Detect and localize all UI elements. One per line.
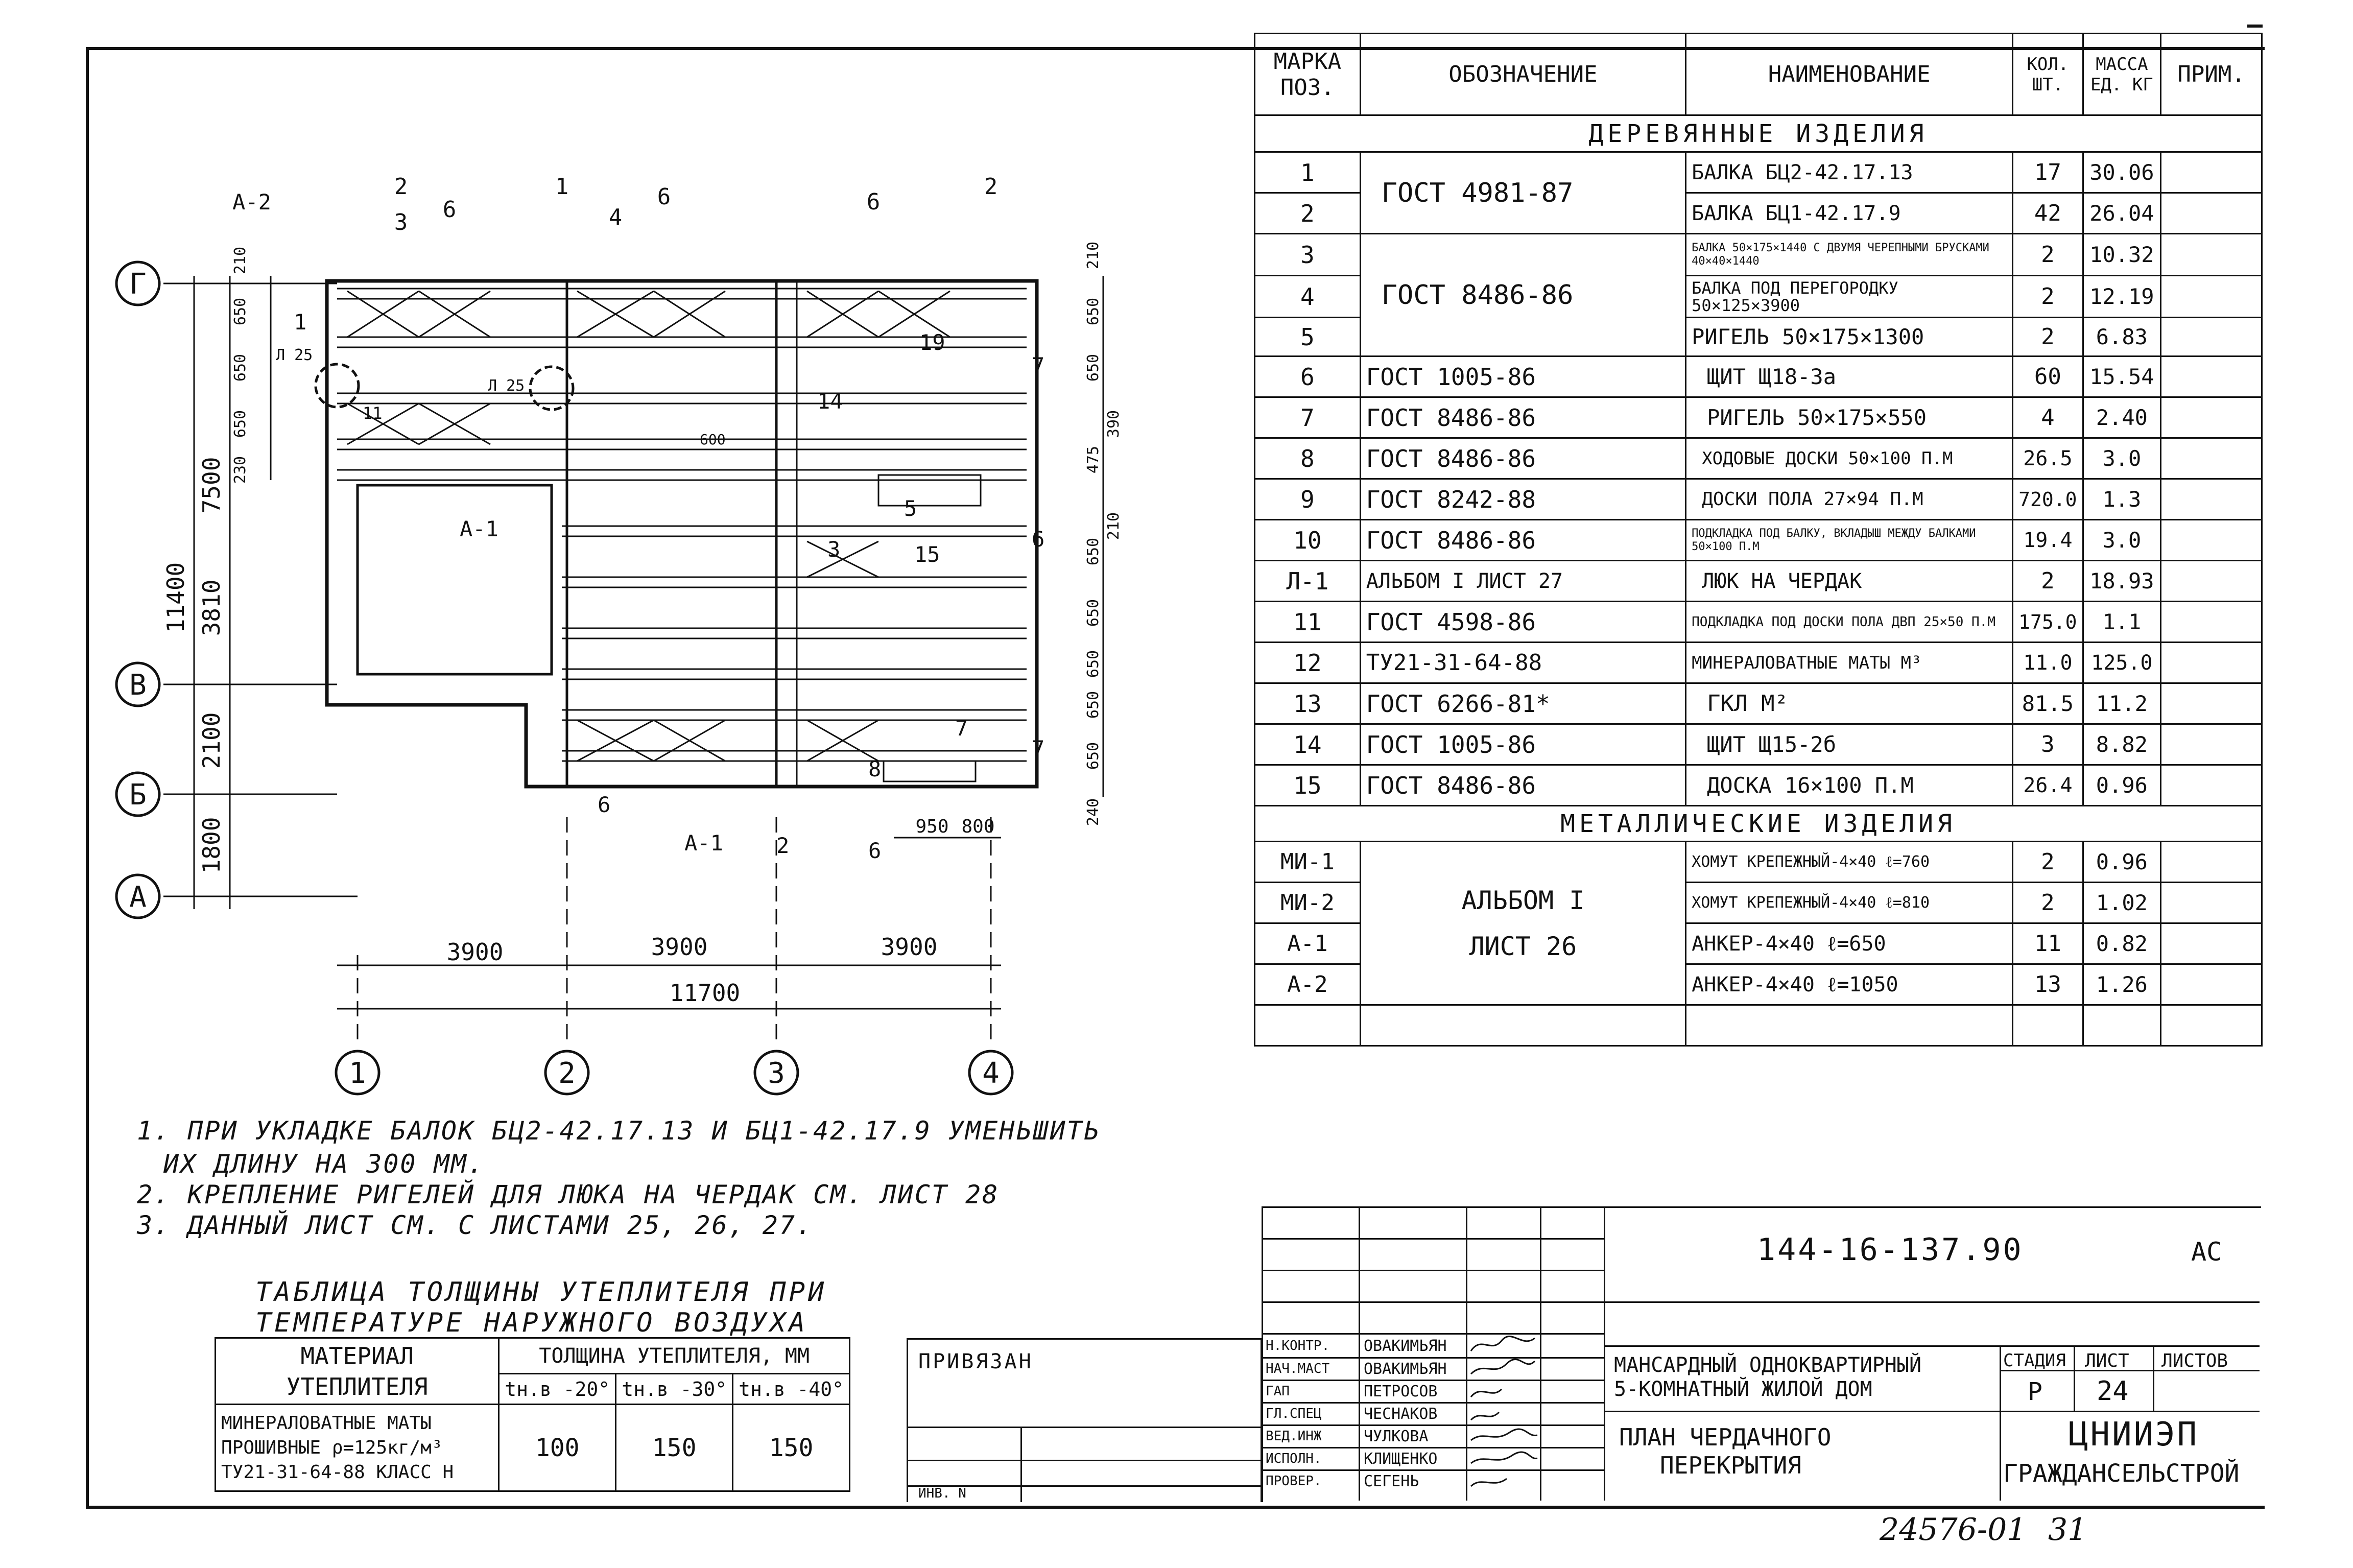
callout-top-8: 2: [984, 174, 998, 200]
binding-box: [907, 1338, 1262, 1502]
label-pos-7b: 7: [1032, 736, 1045, 761]
axis-label-1: 1: [349, 1057, 366, 1090]
staff-row: [1262, 1469, 1604, 1492]
label-pos-6a: 6: [1032, 527, 1045, 552]
spec-row-name: ПОДКЛАДКА ПОД БАЛКУ, ВКЛАДЫШ МЕЖДУ БАЛКАМИ 50×100 П.М: [1686, 520, 2013, 561]
staff-name: ЧУЛКОВА: [1364, 1428, 1429, 1445]
spec-row-pos: 7: [1255, 397, 1361, 438]
spec-row-note: [2161, 643, 2262, 683]
label-pos-1: 1: [294, 310, 307, 335]
label-pos-2: 2: [776, 833, 790, 858]
spec-empty-cell: [2161, 1005, 2262, 1046]
spec-row-mass: 0.96: [2083, 842, 2161, 883]
staff-role: ГАП: [1266, 1384, 1290, 1399]
spec-row-pos: 15: [1255, 765, 1361, 806]
insulation-material-line-1: МИНЕРАЛОВАТНЫЕ МАТЫ: [221, 1412, 432, 1434]
staff-name: СЕГЕНЬ: [1364, 1472, 1419, 1490]
spec-row-note: [2161, 842, 2262, 883]
staff-role: ВЕД.ИНЖ: [1266, 1429, 1322, 1444]
spec-metal-designation: [1360, 842, 1685, 1005]
document-mark: АС: [2191, 1237, 2222, 1267]
spec-row-name: ХОМУТ КРЕПЕЖНЫЙ-4×40 ℓ=760: [1686, 842, 2013, 883]
tb-stage-col-2: [2153, 1345, 2154, 1411]
spec-row-qty: 11.0: [2013, 643, 2083, 683]
spec-row-pos: 1: [1255, 152, 1361, 193]
spec-row-designation: ГОСТ 8486-86: [1360, 765, 1685, 806]
insulation-thickness-header: ТОЛЩИНА УТЕПЛИТЕЛЯ, ММ: [499, 1338, 850, 1374]
staff-role: ПРОВЕР.: [1266, 1474, 1322, 1489]
spec-row-qty: 81.5: [2013, 683, 2083, 724]
callout-top-6: 6: [657, 184, 671, 210]
spec-header-qty: КОЛ. ШТ.: [2013, 34, 2083, 115]
spec-row-name: ПОДКЛАДКА ПОД ДОСКИ ПОЛА ДВП 25×50 П.М: [1686, 602, 2013, 643]
spec-row-qty: 11: [2013, 923, 2083, 964]
callout-top-4: 1: [555, 174, 569, 200]
binding-label: ПРИВЯЗАН: [918, 1350, 1033, 1373]
sheet-title-1: ПЛАН ЧЕРДАЧНОГО: [1619, 1423, 1832, 1451]
spec-row-designation: АЛЬБОМ I ЛИСТ 27: [1360, 561, 1685, 602]
insulation-material-header: [216, 1338, 499, 1405]
spec-row-note: [2161, 152, 2262, 193]
spec-row-pos: 2: [1255, 193, 1361, 234]
staff-name: ОВАКИМЬЯН: [1364, 1337, 1447, 1355]
dim-left-7500: 7500: [198, 457, 225, 514]
callout-top-2: 3: [394, 209, 408, 235]
dim-small-1: 210: [231, 246, 249, 275]
spec-row-mass: 2.40: [2083, 397, 2161, 438]
dim-right-6: 210: [1105, 512, 1123, 540]
staff-role: Н.КОНТР.: [1266, 1338, 1330, 1353]
spec-row-qty: 2: [2013, 883, 2083, 923]
spec-row-name: МИНЕРАЛОВАТНЫЕ МАТЫ М³: [1686, 643, 2013, 683]
spec-row-name: ЛЮК НА ЧЕРДАК: [1686, 561, 2013, 602]
spec-row-designation: ГОСТ 8242-88: [1360, 479, 1685, 520]
note-3: 3. ДАННЫЙ ЛИСТ СМ. С ЛИСТАМИ 25, 26, 27.: [137, 1210, 814, 1240]
label-a1-left: А-1: [460, 516, 498, 541]
specification-table: [1254, 33, 2263, 1047]
tb-col-4: [1604, 1206, 1605, 1501]
insulation-material-line-3: ТУ21-31-64-88 КЛАСС Н: [221, 1461, 454, 1483]
archive-number: 24576-01: [1880, 1512, 2027, 1548]
spec-row-name: БАЛКА 50×175×1440 С ДВУМЯ ЧЕРЕПНЫМИ БРУСКАМИ 40×40×1440: [1686, 234, 2013, 276]
note-1b: ИХ ДЛИНУ НА 300 ММ.: [163, 1149, 485, 1179]
tb-row-6: [1604, 1411, 2260, 1412]
spec-row-note: [2161, 683, 2262, 724]
spec-row-name: АНКЕР-4×40 ℓ=1050: [1686, 964, 2013, 1005]
insulation-material-line-2: ПРОШИВНЫЕ ρ=125кг/м³: [221, 1437, 443, 1458]
staff-row: [1262, 1380, 1604, 1404]
spec-row-mass: 11.2: [2083, 683, 2161, 724]
spec-header-mass: МАССА ЕД. КГ: [2083, 34, 2161, 115]
stage-value: Р: [2028, 1377, 2042, 1406]
organization-1: ЦНИИЭП: [2069, 1416, 2199, 1454]
dim-bottom-total: 11700: [669, 979, 741, 1007]
callout-top-3: 6: [442, 197, 457, 223]
spec-row-note: [2161, 724, 2262, 765]
dim-left-11400: 11400: [162, 562, 189, 633]
staff-row: [1262, 1424, 1604, 1448]
label-pos-5: 5: [904, 496, 917, 521]
dim-right-11: 650: [1084, 742, 1102, 770]
axis-label-a: А: [129, 881, 147, 914]
insulation-value-20: 100: [499, 1405, 616, 1491]
dim-left-2100: 2100: [198, 712, 225, 769]
spec-row-qty: 17: [2013, 152, 2083, 193]
spec-row-note: [2161, 397, 2262, 438]
binding-divider: [1020, 1427, 1022, 1502]
dim-right-9: 650: [1084, 650, 1102, 678]
staff-row: [1262, 1447, 1604, 1471]
spec-metal-designation-1: АЛЬБОМ I: [1461, 885, 1585, 915]
frame-top-right: [2247, 25, 2263, 28]
dim-small-5: 230: [231, 456, 249, 484]
callout-top-5: 4: [608, 204, 623, 230]
spec-empty-cell: [2083, 1005, 2161, 1046]
spec-row-note: [2161, 765, 2262, 806]
spec-row-note: [2161, 561, 2262, 602]
spec-row-mass: 18.93: [2083, 561, 2161, 602]
spec-empty-cell: [1255, 1005, 1361, 1046]
axis-label-4: 4: [982, 1057, 1000, 1090]
tb-stage-col-1: [2074, 1345, 2075, 1411]
insulation-title-1: ТАБЛИЦА ТОЛЩИНЫ УТЕПЛИТЕЛЯ ПРИ: [255, 1277, 827, 1308]
spec-row-designation: ГОСТ 6266-81*: [1360, 683, 1685, 724]
spec-row-note: [2161, 964, 2262, 1005]
spec-section-metal: МЕТАЛЛИЧЕСКИЕ ИЗДЕЛИЯ: [1255, 806, 2262, 842]
spec-row-mass: 125.0: [2083, 643, 2161, 683]
label-l25: Л 25: [276, 346, 313, 364]
dim-right-3: 650: [1084, 353, 1102, 382]
spec-row-pos: МИ-2: [1255, 883, 1361, 923]
spec-row-name: БАЛКА БЦ2-42.17.13: [1686, 152, 2013, 193]
axis-label-v: В: [129, 669, 147, 702]
spec-row-mass: 10.32: [2083, 234, 2161, 276]
spec-row-name: ГКЛ М²: [1686, 683, 2013, 724]
spec-row-name: ДОСКА 16×100 П.М: [1686, 765, 2013, 806]
insulation-temp-40: tн.в -40°: [733, 1374, 850, 1405]
spec-row-pos: 6: [1255, 357, 1361, 397]
dim-right-10: 650: [1084, 691, 1102, 719]
spec-row-mass: 1.3: [2083, 479, 2161, 520]
spec-row-note: [2161, 520, 2262, 561]
spec-row-qty: 26.4: [2013, 765, 2083, 806]
axis-label-b: Б: [129, 778, 147, 812]
spec-row-designation: ГОСТ 1005-86: [1360, 724, 1685, 765]
dim-bottom-3: 3900: [881, 933, 938, 961]
dim-950: 950: [915, 816, 949, 837]
tb-row-1: [1262, 1238, 1604, 1240]
axis-label-2: 2: [558, 1057, 576, 1090]
spec-row-mass: 6.83: [2083, 318, 2161, 357]
insulation-temp-30: tн.в -30°: [616, 1374, 733, 1405]
dim-right-12: 240: [1084, 798, 1102, 826]
staff-role: НАЧ.МАСТ: [1266, 1361, 1330, 1376]
sheet-value: 24: [2097, 1376, 2129, 1407]
dim-left-1800: 1800: [198, 817, 225, 874]
insulation-table: [215, 1337, 850, 1492]
dim-right-7: 650: [1084, 537, 1102, 566]
spec-empty-cell: [1360, 1005, 1685, 1046]
dim-800: 800: [961, 816, 995, 837]
inventory-label: ИНВ. N: [918, 1486, 966, 1501]
spec-row-pos: 14: [1255, 724, 1361, 765]
spec-row-pos: А-2: [1255, 964, 1361, 1005]
title-block: [1262, 1206, 2263, 1501]
binding-rule-2: [908, 1460, 1261, 1461]
sheets-label: ЛИСТОВ: [2161, 1350, 2228, 1371]
dim-small-3: 650: [231, 353, 249, 382]
spec-row-mass: 15.54: [2083, 357, 2161, 397]
label-a2: А-2: [232, 189, 271, 215]
spec-row-name: ЩИТ Щ18-3а: [1686, 357, 2013, 397]
spec-row-qty: 2: [2013, 561, 2083, 602]
spec-row-qty: 2: [2013, 318, 2083, 357]
tb-stage-divider: [2000, 1345, 2001, 1501]
spec-row-qty: 13: [2013, 964, 2083, 1005]
staff-list: [1262, 1333, 1604, 1501]
dimension-lines: [194, 276, 1103, 1009]
spec-row-mass: 1.02: [2083, 883, 2161, 923]
spec-row-pos: 4: [1255, 276, 1361, 318]
spec-row-note: [2161, 602, 2262, 643]
spec-row-mass: 30.06: [2083, 152, 2161, 193]
project-title-1: МАНСАРДНЫЙ ОДНОКВАРТИРНЫЙ: [1614, 1353, 1922, 1377]
spec-row-name: РИГЕЛЬ 50×175×550: [1686, 397, 2013, 438]
spec-row-qty: 2: [2013, 276, 2083, 318]
spec-row-designation: ГОСТ 4598-86: [1360, 602, 1685, 643]
spec-row-qty: 19.4: [2013, 520, 2083, 561]
spec-row-note: [2161, 479, 2262, 520]
spec-row-mass: 1.1: [2083, 602, 2161, 643]
staff-name: ОВАКИМЬЯН: [1364, 1360, 1447, 1378]
spec-row-name: АНКЕР-4×40 ℓ=650: [1686, 923, 2013, 964]
spec-row-designation: ГОСТ 8486-86: [1360, 438, 1685, 479]
dim-small-4: 650: [231, 410, 249, 438]
spec-row-mass: 3.0: [2083, 520, 2161, 561]
spec-header-note: ПРИМ.: [2161, 34, 2262, 115]
staff-role: ГЛ.СПЕЦ: [1266, 1406, 1322, 1421]
label-pos-15: 15: [914, 542, 940, 567]
sheet-label: ЛИСТ: [2085, 1350, 2129, 1371]
spec-row-name: БАЛКА БЦ1-42.17.9: [1686, 193, 2013, 234]
label-pos-3: 3: [827, 537, 841, 562]
note-2: 2. КРЕПЛЕНИЕ РИГЕЛЕЙ ДЛЯ ЛЮКА НА ЧЕРДАК СМ. ЛИСТ 28: [137, 1180, 1000, 1209]
insulation-value-40: 150: [733, 1405, 850, 1491]
floor-plan-drawing: [0, 0, 1251, 1124]
spec-row-mass: 0.96: [2083, 765, 2161, 806]
spec-metal-designation-2: ЛИСТ 26: [1469, 931, 1577, 961]
spec-row-mass: 8.82: [2083, 724, 2161, 765]
spec-row-pos: 10: [1255, 520, 1361, 561]
label-pos-6c: 6: [868, 838, 882, 863]
staff-row: [1262, 1402, 1604, 1426]
binding-rule-1: [908, 1427, 1261, 1428]
staff-name: КЛИЩЕНКО: [1364, 1450, 1438, 1468]
spec-header-name: НАИМЕНОВАНИЕ: [1686, 34, 2013, 115]
staff-row: [1262, 1333, 1604, 1359]
callout-top-7: 6: [866, 189, 881, 215]
dim-right-1: 210: [1084, 241, 1102, 270]
spec-row-qty: 3: [2013, 724, 2083, 765]
spec-row-pos: МИ-1: [1255, 842, 1361, 883]
label-pos-7c: 7: [955, 716, 968, 741]
axis-label-g: Г: [129, 268, 147, 301]
spec-row-note: [2161, 923, 2262, 964]
spec-row-mass: 1.26: [2083, 964, 2161, 1005]
spec-row-mass: 12.19: [2083, 276, 2161, 318]
spec-row-pos: 5: [1255, 318, 1361, 357]
spec-row-note: [2161, 234, 2262, 276]
spec-row-name: ДОСКИ ПОЛА 27×94 П.М: [1686, 479, 2013, 520]
dim-right-5: 475: [1084, 445, 1102, 474]
spec-row-designation: ГОСТ 1005-86: [1360, 357, 1685, 397]
spec-row-designation: ГОСТ 4981-87: [1360, 152, 1685, 234]
spec-row-qty: 60: [2013, 357, 2083, 397]
spec-row-pos: 13: [1255, 683, 1361, 724]
insulation-material-cell: [216, 1405, 499, 1491]
spec-section-wood: ДЕРЕВЯННЫЕ ИЗДЕЛИЯ: [1255, 115, 2262, 152]
spec-row-name: РИГЕЛЬ 50×175×1300: [1686, 318, 2013, 357]
spec-row-note: [2161, 438, 2262, 479]
label-beam-600: 600: [700, 431, 726, 448]
staff-role: ИСПОЛН.: [1266, 1451, 1322, 1466]
spec-row-note: [2161, 883, 2262, 923]
spec-row-pos: 9: [1255, 479, 1361, 520]
note-1: 1. ПРИ УКЛАДКЕ БАЛОК БЦ2-42.17.13 И БЦ1-42.17.9 УМЕНЬШИТЬ: [137, 1116, 1101, 1146]
staff-row: [1262, 1357, 1604, 1381]
spec-row-qty: 175.0: [2013, 602, 2083, 643]
spec-empty-cell: [1686, 1005, 2013, 1046]
spec-row-mass: 3.0: [2083, 438, 2161, 479]
insulation-title-2: ТЕМПЕРАТУРЕ НАРУЖНОГО ВОЗДУХА: [255, 1308, 808, 1338]
spec-row-pos: Л-1: [1255, 561, 1361, 602]
axis-bubbles: [116, 262, 1012, 1094]
dim-left-3810: 3810: [198, 579, 225, 636]
spec-row-mass: 26.04: [2083, 193, 2161, 234]
spec-row-designation: ТУ21-31-64-88: [1360, 643, 1685, 683]
insulation-material-header-1: МАТЕРИАЛ: [300, 1342, 414, 1370]
tb-row-3: [1262, 1301, 2260, 1303]
spec-row-qty: 42: [2013, 193, 2083, 234]
organization-2: ГРАЖДАНСЕЛЬСТРОЙ: [2003, 1459, 2240, 1488]
spec-row-qty: 720.0: [2013, 479, 2083, 520]
staff-name: ЧЕСНАКОВ: [1364, 1405, 1438, 1423]
dim-small-2: 650: [231, 297, 249, 326]
spec-row-designation: ГОСТ 8486-86: [1360, 520, 1685, 561]
label-pos-11: 11: [363, 403, 383, 423]
spec-row-note: [2161, 193, 2262, 234]
label-pos-19: 19: [919, 330, 945, 355]
dim-right-2: 650: [1084, 297, 1102, 326]
dim-bottom-2: 3900: [651, 933, 708, 961]
spec-row-designation: ГОСТ 8486-86: [1360, 397, 1685, 438]
archive-page: 31: [2048, 1512, 2087, 1548]
insulation-material-header-2: УТЕПЛИТЕЛЯ: [286, 1372, 428, 1400]
label-pos-7a: 7: [1032, 353, 1045, 378]
insulation-value-30: 150: [616, 1405, 733, 1491]
stage-label: СТАДИЯ: [2003, 1350, 2066, 1371]
spec-row-pos: 8: [1255, 438, 1361, 479]
spec-row-designation: ГОСТ 8486-86: [1360, 234, 1685, 357]
label-l1-25: Л 25: [488, 377, 525, 395]
tb-row-2: [1262, 1270, 1604, 1271]
spec-row-note: [2161, 276, 2262, 318]
label-pos-14: 14: [817, 389, 843, 414]
tb-row-5: [1604, 1345, 2260, 1347]
dim-right-4: 390: [1105, 410, 1123, 438]
axis-label-3: 3: [768, 1057, 785, 1090]
spec-row-note: [2161, 318, 2262, 357]
spec-header-designation: ОБОЗНАЧЕНИЕ: [1360, 34, 1685, 115]
stair-opening: [358, 485, 552, 674]
spec-empty-cell: [2013, 1005, 2083, 1046]
insulation-temp-20: tн.в -20°: [499, 1374, 616, 1405]
spec-row-pos: 3: [1255, 234, 1361, 276]
spec-row-name: ЩИТ Щ15-2б: [1686, 724, 2013, 765]
label-pos-8: 8: [868, 756, 882, 781]
spec-row-note: [2161, 357, 2262, 397]
sheet-title-2: ПЕРЕКРЫТИЯ: [1660, 1452, 1801, 1479]
spec-row-pos: 11: [1255, 602, 1361, 643]
spec-row-mass: 0.82: [2083, 923, 2161, 964]
spec-row-qty: 2: [2013, 842, 2083, 883]
dim-right-8: 650: [1084, 599, 1102, 627]
spec-header-pos: МАРКА ПОЗ.: [1255, 34, 1361, 115]
spec-row-qty: 4: [2013, 397, 2083, 438]
spec-row-qty: 2: [2013, 234, 2083, 276]
signatures: [1466, 1333, 1540, 1501]
label-a1-bottom: А-1: [684, 830, 723, 856]
spec-row-name: ХОМУТ КРЕПЕЖНЫЙ-4×40 ℓ=810: [1686, 883, 2013, 923]
label-pos-6b: 6: [598, 792, 611, 817]
spec-row-name: ХОДОВЫЕ ДОСКИ 50×100 П.М: [1686, 438, 2013, 479]
document-code: 144-16-137.90: [1757, 1232, 2024, 1268]
staff-name: ПЕТРОСОВ: [1364, 1383, 1438, 1400]
spec-row-pos: 12: [1255, 643, 1361, 683]
spec-row-name: БАЛКА ПОД ПЕРЕГОРОДКУ 50×125×3900: [1686, 276, 2013, 318]
beams: [337, 289, 1027, 761]
project-title-2: 5-КОМНАТНЫЙ ЖИЛОЙ ДОМ: [1614, 1377, 1872, 1401]
dim-bottom-1: 3900: [446, 938, 504, 966]
spec-row-qty: 26.5: [2013, 438, 2083, 479]
spec-row-pos: А-1: [1255, 923, 1361, 964]
callout-top-1: 2: [394, 174, 408, 200]
